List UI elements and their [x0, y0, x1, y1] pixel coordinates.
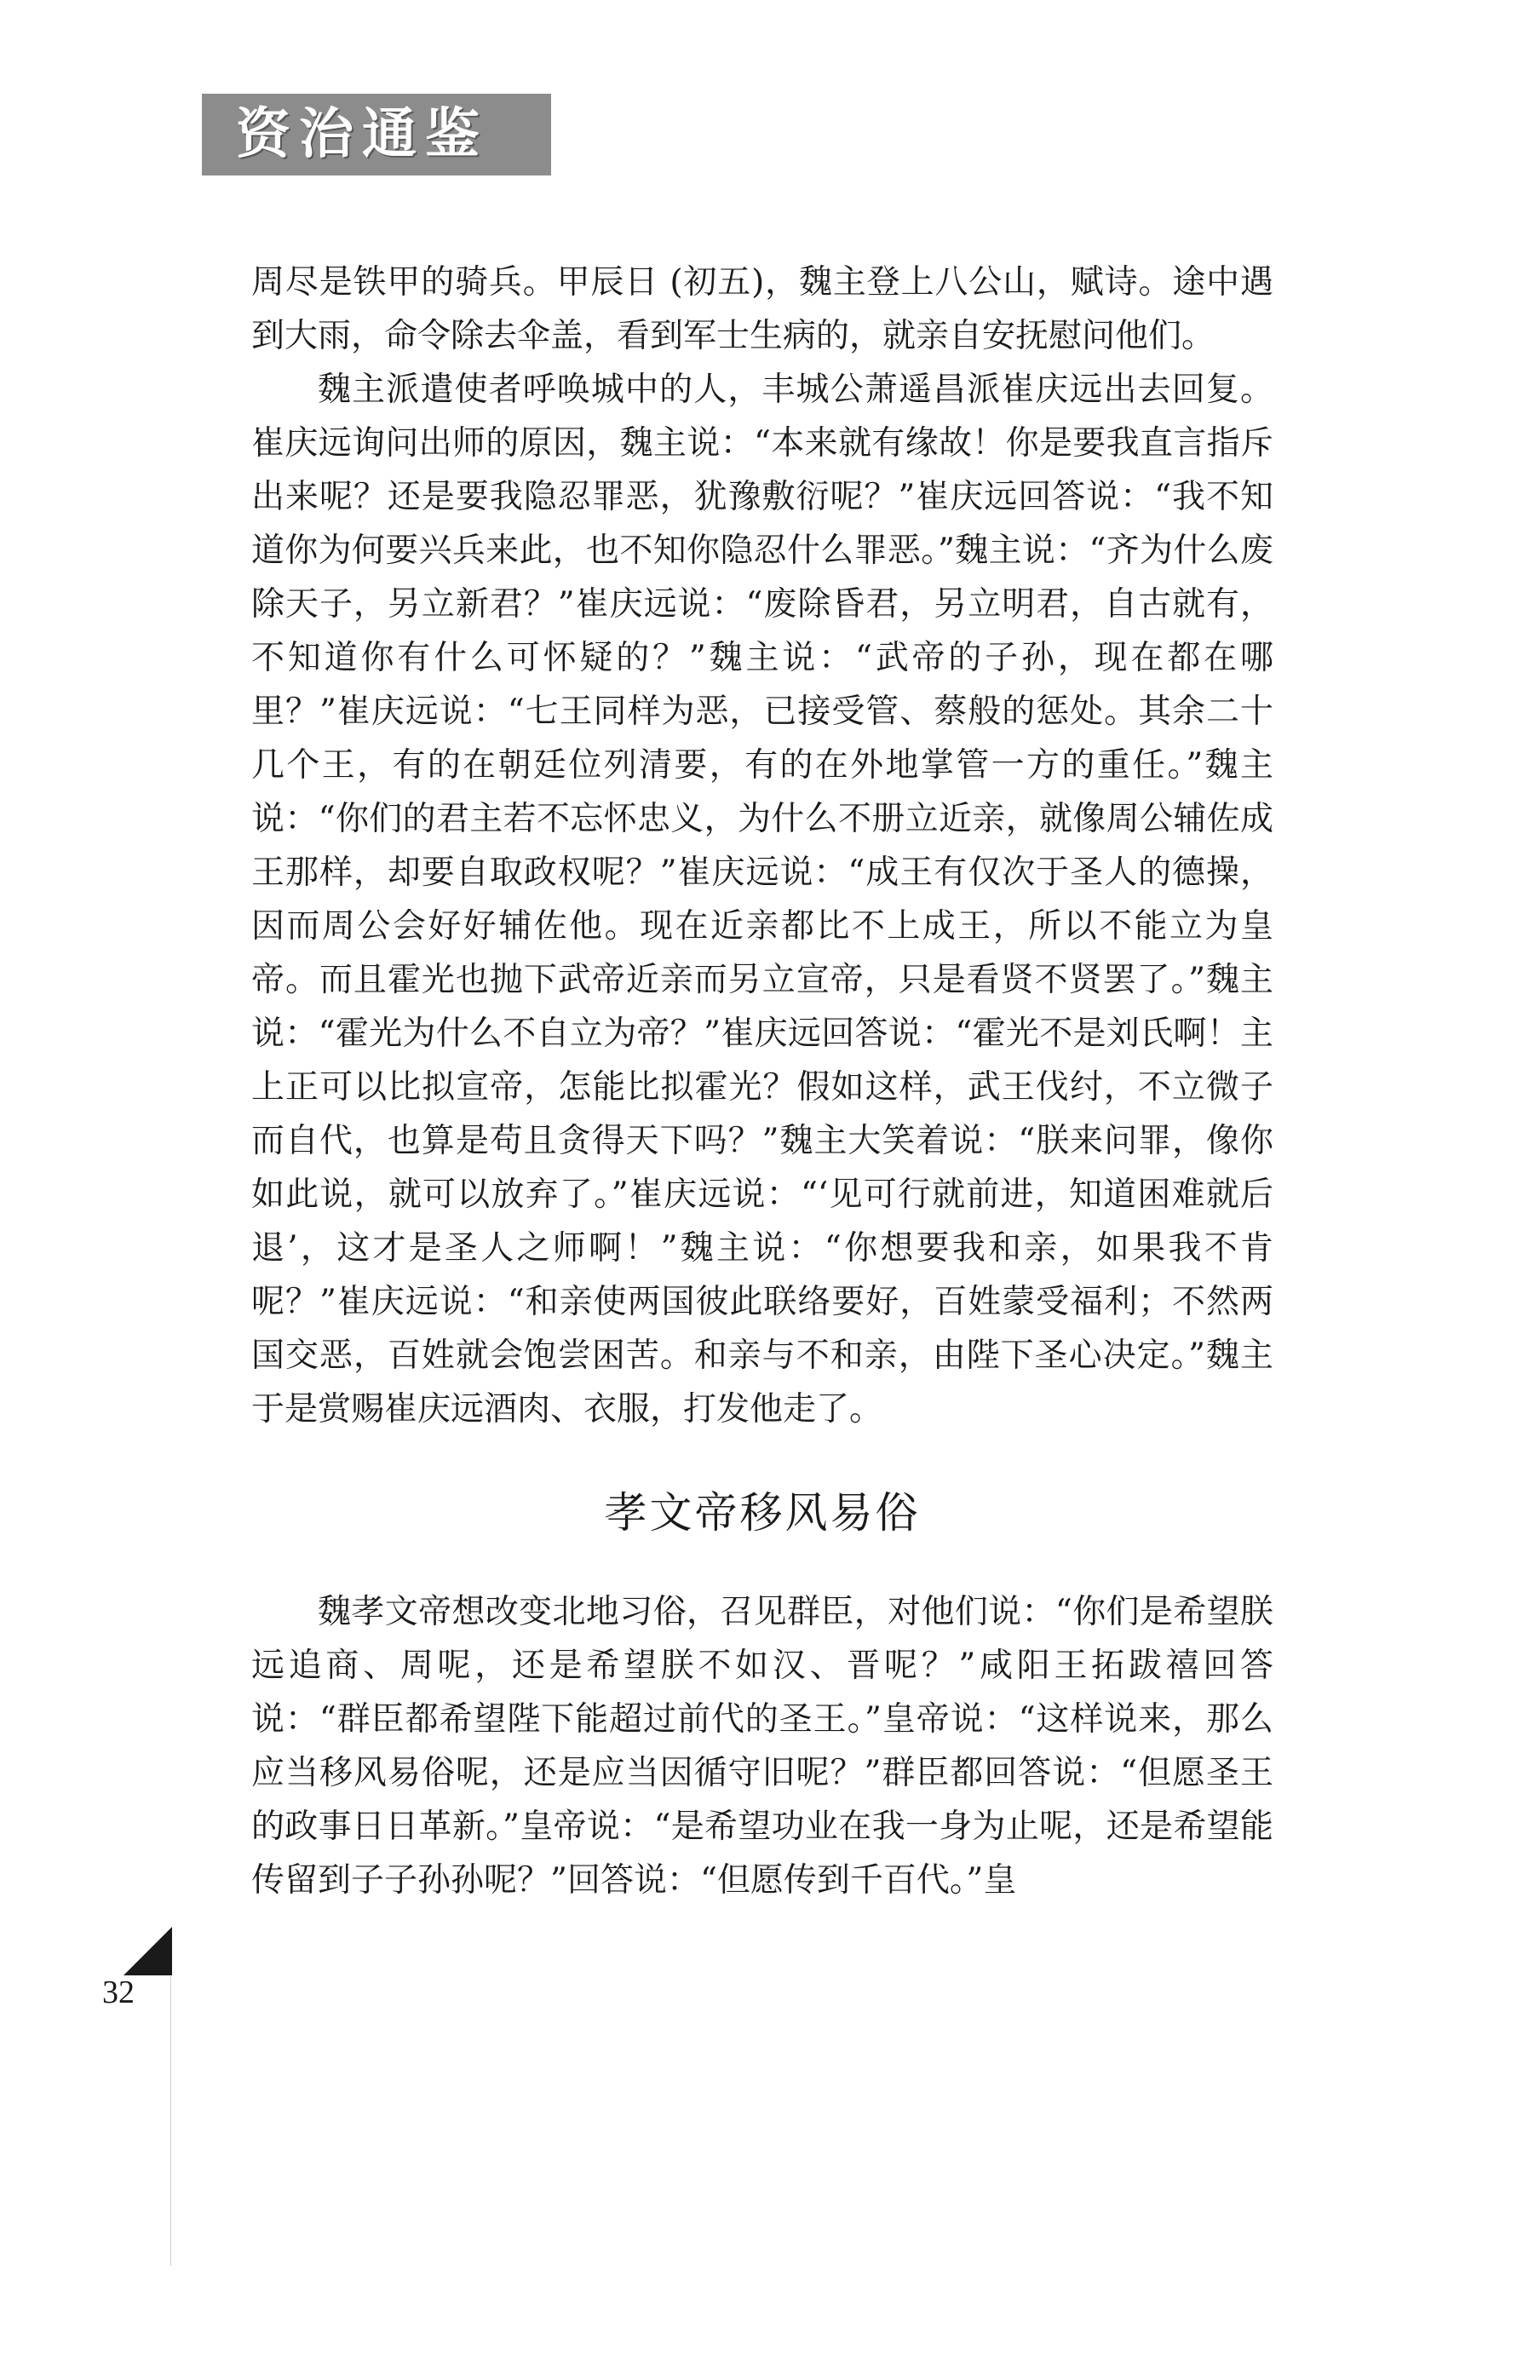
- page-number: 32: [102, 1975, 135, 2010]
- paragraph-dialogue: 魏主派遣使者呼唤城中的人，丰城公萧遥昌派崔庆远出去回复。崔庆远询问出师的原因，魏主说：“本来就有缘故！你是要我直言指斥出来呢？还是要我隐忍罪恶，犹豫敷衍呢？”崔庆远回答说：“我不知道你为何要兴兵来此，也不知你隐忍什么罪恶。”魏主说：“齐为什么废除天子，另立新君？”崔庆远说：“废除昏君，另立明君，自古就有，不知道你有什么可怀疑的？”魏主说：“武帝的子孙，现在都在哪里？”崔庆远说：“七王同样为恶，已接受管、蔡般的惩处。其余二十几个王，有的在朝廷位列清要，有的在外地掌管一方的重任。”魏主说：“你们的君主若不忘怀忠义，为什么不册立近亲，就像周公辅佐成王那样，却要自取政权呢？”崔庆远说：“成王有仅次于圣人的德操，因而周公会好好辅佐他。现在近亲都比不上成王，所以不能立为皇帝。而且霍光也抛下武帝近亲而另立宣帝，只是看贤不贤罢了。”魏主说：“霍光为什么不自立为帝？”崔庆远回答说：“霍光不是刘氏啊！主上正可以比拟宣帝，怎能比拟霍光？假如这样，武王伐纣，不立微子而自代，也算是苟且贪得天下吗？”魏主大笑着说：“朕来问罪，像你如此说，就可以放弃了。”崔庆远说：“‘见可行就前进，知道困难就后退’，这才是圣人之师啊！”魏主说：“你想要我和亲，如果我不肯呢？”崔庆远说：“和亲使两国彼此联络要好，百姓蒙受福利；不然两国交恶，百姓就会饱尝困苦。和亲与不和亲，由陛下圣心决定。”魏主于是赏赐崔庆远酒肉、衣服，打发他走了。: [251, 371, 1273, 1429]
- page-corner-triangle-icon: [124, 1927, 172, 1975]
- section-paragraph: 魏孝文帝想改变北地习俗，召见群臣，对他们说：“你们是希望朕远追商、周呢，还是希望朕不如汉、晋呢？”咸阳王拓跋禧回答说：“群臣都希望陛下能超过前代的圣王。”皇帝说：“这样说来，那么应当移风易俗呢，还是应当因循守旧呢？”群臣都回答说：“但愿圣王的政事日日革新。”皇帝说：“是希望功业在我一身为止呢，还是希望能传留到子子孙孙呢？”回答说：“但愿传到千百代。”皇: [251, 1593, 1273, 1900]
- book-title-banner: [202, 94, 551, 175]
- book-title: 资治通鉴: [236, 103, 488, 166]
- page-content: [251, 256, 1273, 1907]
- section-title: 孝文帝移风易俗: [604, 1488, 921, 1538]
- margin-rule: [170, 1976, 171, 2266]
- paragraph-continuation: 周尽是铁甲的骑兵。甲辰日 (初五)，魏主登上八公山，赋诗。途中遇到大雨，命令除去伞盖，看到军士生病的，就亲自安抚慰问他们。: [251, 263, 1273, 355]
